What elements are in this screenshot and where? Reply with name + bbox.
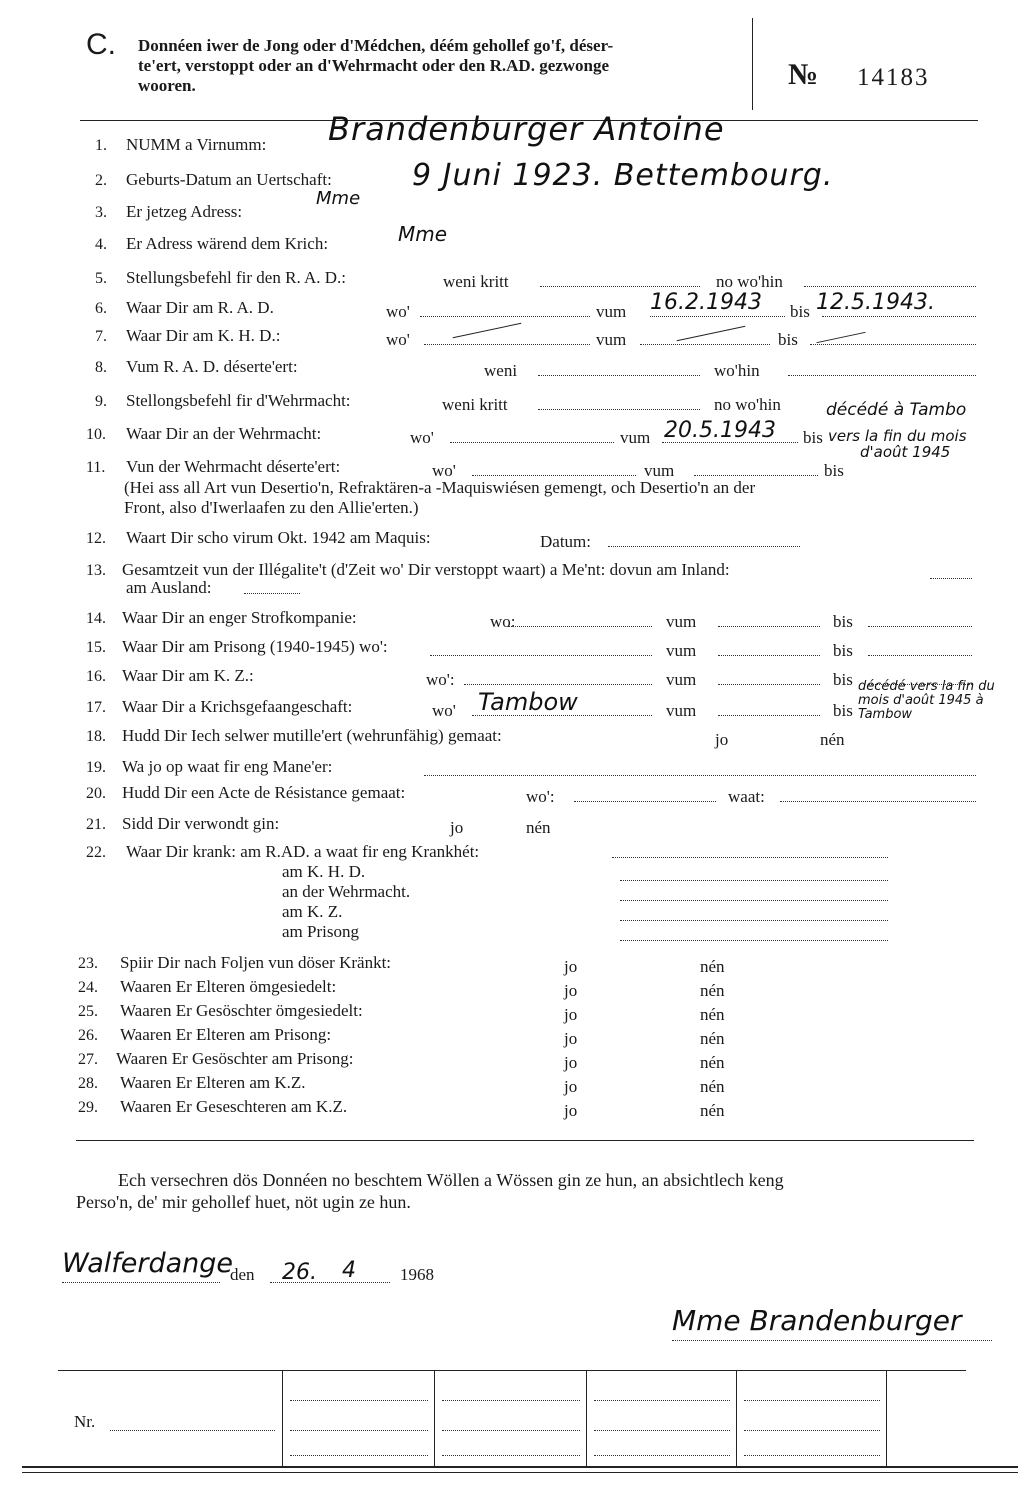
field-label-f1: wo' xyxy=(386,302,410,321)
field-label-f3: bis xyxy=(803,428,823,447)
signature-handwritten[interactable]: Mme Brandenburger xyxy=(672,1304,962,1337)
item-label: Waaren Er Elteren am K.Z. xyxy=(120,1073,306,1092)
declaration-line2: Perso'n, de' mir gehollef huet, nöt ugin ze hun. xyxy=(76,1192,411,1212)
item-label: Spiir Dir nach Foljen vun döser Kränkt: xyxy=(120,953,392,972)
item-label: Waar Dir am Prisong (1940-1945) wo': xyxy=(122,637,388,656)
header-divider xyxy=(752,18,753,110)
item-label: Er jetzeg Adress: xyxy=(126,202,243,221)
item-number: 26. xyxy=(78,1027,98,1044)
field-label-f1: weni kritt xyxy=(442,395,508,414)
item-label: Vun der Wehrmacht déserte'ert: xyxy=(126,457,341,476)
fill-line xyxy=(244,593,300,594)
fill-line xyxy=(868,626,972,627)
header-title-line2: te'ert, verstoppt oder an d'Wehrmacht oder den R.AD. gezwonge xyxy=(138,56,610,75)
footer-top-rule xyxy=(58,1370,966,1371)
item-number: 25. xyxy=(78,1003,98,1020)
name-handwritten[interactable]: Brandenburger Antoine xyxy=(328,110,725,148)
item22-sub: am K. Z. xyxy=(282,902,343,921)
item-number: 11. xyxy=(86,459,106,476)
fill-line xyxy=(620,940,888,941)
item-number: 7. xyxy=(95,328,107,345)
footer-fill-line xyxy=(744,1455,880,1456)
field-label-f1: wo' xyxy=(410,428,434,447)
item-label: Waar Dir am K. Z.: xyxy=(122,666,254,685)
item-label: Hudd Dir Iech selwer mutille'ert (wehrunfähig) gemaat: xyxy=(122,726,502,745)
strike-mark xyxy=(453,323,522,339)
field-label-f3: bis xyxy=(833,701,853,720)
footer-col-4 xyxy=(736,1370,737,1466)
field-label-f2: nén xyxy=(700,1077,725,1096)
fill-line xyxy=(788,375,976,376)
item-number: 24. xyxy=(78,979,98,996)
field-label-f1: wo' xyxy=(386,330,410,349)
field-label-f1: wo': xyxy=(426,670,455,689)
nr-line xyxy=(110,1430,275,1431)
fill-line xyxy=(930,578,972,579)
footer-fill-line xyxy=(744,1400,880,1401)
field-label-f2: vum xyxy=(596,330,627,349)
field-label-f2: vum xyxy=(666,612,697,631)
field-label-f2: no wo'hin xyxy=(714,395,781,414)
fill-line xyxy=(508,626,652,627)
item-number: 28. xyxy=(78,1075,98,1092)
fill-line xyxy=(424,344,590,345)
item-number: 1. xyxy=(95,137,107,154)
item-label: Waart Dir scho virum Okt. 1942 am Maquis: xyxy=(126,528,431,547)
field-label-f2: vum xyxy=(620,428,651,447)
fill-line xyxy=(620,920,888,921)
item11-note1: (Hei ass all Art vun Desertio'n, Refraktären-a -Maquiswiésen gemengt, och Desertio'n an der xyxy=(124,478,756,497)
footer-fill-line xyxy=(290,1400,428,1401)
item-label: Waaren Er Elteren am Prisong: xyxy=(120,1025,332,1044)
item22-sub: an der Wehrmacht. xyxy=(282,882,411,901)
footer-fill-line xyxy=(594,1430,730,1431)
footer-col-5 xyxy=(886,1370,887,1466)
item-label: Hudd Dir een Acte de Résistance gemaat: xyxy=(122,783,406,802)
declaration-rule xyxy=(76,1140,974,1141)
item-label: Waar Dir am R. A. D. xyxy=(126,298,274,317)
fill-line xyxy=(822,316,976,317)
field-label-f2: vum xyxy=(666,701,697,720)
field-label-f2: nén xyxy=(700,981,725,1000)
field-label-f1: wo' xyxy=(432,461,456,480)
item-label: Stellungsbefehl fir den R. A. D.: xyxy=(126,268,347,287)
birth-handwritten[interactable]: 9 Juni 1923. Bettembourg. xyxy=(412,158,834,193)
death-note-3[interactable]: d'août 1945 xyxy=(860,443,951,461)
item-label: Waaren Er Gesöschter ömgesiedelt: xyxy=(120,1001,363,1020)
fill-line xyxy=(718,626,820,627)
fill-line xyxy=(694,475,818,476)
field-label-f3: bis xyxy=(790,302,810,321)
footer-col-3 xyxy=(586,1370,587,1466)
item-label: Waar Dir am K. H. D.: xyxy=(126,326,281,345)
death-note-2[interactable]: vers la fin du mois xyxy=(828,427,967,445)
footer-bottom-rule xyxy=(22,1466,1018,1468)
fill-line xyxy=(620,880,888,881)
rad-to-handwritten[interactable]: 12.5.1943. xyxy=(816,290,935,315)
field-label-f1: jo xyxy=(564,1053,578,1072)
field-label-f1: wo: xyxy=(490,612,516,631)
field-label-f1: jo xyxy=(564,1005,578,1024)
death-note-1[interactable]: décédé à Tambo xyxy=(826,400,967,420)
item13-label2: am Ausland: xyxy=(126,578,212,597)
field-label-f1: weni kritt xyxy=(443,272,509,291)
header-title-line1: Donnéen iwer de Jong oder d'Médchen, déém gehollef go'f, déser- xyxy=(138,36,614,55)
field-label-f2: no wo'hin xyxy=(716,272,783,291)
footer-fill-line xyxy=(290,1430,428,1431)
item-number: 4. xyxy=(95,236,107,253)
footer-fill-line xyxy=(290,1455,428,1456)
day-handwritten[interactable]: 26. xyxy=(282,1260,317,1285)
item11-note2: Front, also d'Iwerlaafen zu den Allie'erten.) xyxy=(124,498,419,517)
item-label: Waaren Er Geseschteren am K.Z. xyxy=(120,1097,348,1116)
field-label-f1: jo xyxy=(564,957,578,976)
rad-from-handwritten[interactable]: 16.2.1943 xyxy=(650,290,762,315)
field-label-f3: bis xyxy=(824,461,844,480)
fill-line xyxy=(472,475,636,476)
footer-fill-line xyxy=(594,1455,730,1456)
field-label-f2: vum xyxy=(596,302,627,321)
field-label-f1: wo' xyxy=(432,701,456,720)
footer-bottom-rule-2 xyxy=(22,1472,1018,1473)
year-label: 1968 xyxy=(400,1265,434,1284)
item-number: 9. xyxy=(95,393,107,410)
fill-line xyxy=(780,801,976,802)
item-label: Wa jo op waat fir eng Mane'er: xyxy=(122,757,333,776)
field-label-f1: jo xyxy=(450,818,464,837)
field-label-f3: bis xyxy=(778,330,798,349)
item-number: 20. xyxy=(86,785,106,802)
item22-sub: am K. H. D. xyxy=(282,862,366,881)
den-label: den xyxy=(230,1265,255,1284)
item-number: 23. xyxy=(78,955,98,972)
nr-label: Nr. xyxy=(74,1412,96,1431)
fill-line xyxy=(424,775,976,776)
fill-line xyxy=(718,684,820,685)
fill-line xyxy=(718,655,820,656)
number-label: № xyxy=(788,58,819,91)
field-label-f2: waat: xyxy=(728,787,765,806)
item-label: Waar Dir a Krichsgefaangeschaft: xyxy=(122,697,353,716)
footer-fill-line xyxy=(442,1430,580,1431)
fill-line xyxy=(538,409,700,410)
footer-col-1 xyxy=(282,1370,283,1466)
number-value: 14183 xyxy=(857,64,930,91)
header-title-line3: wooren. xyxy=(138,76,196,95)
footer-fill-line xyxy=(594,1400,730,1401)
item-number: 14. xyxy=(86,610,106,627)
field-label-f2: vum xyxy=(666,670,697,689)
field-label-f1: Datum: xyxy=(540,532,591,551)
fill-line xyxy=(650,316,785,317)
place-handwritten[interactable]: Walferdange xyxy=(62,1248,234,1279)
fill-line xyxy=(574,801,716,802)
item-label: Stellongsbefehl fir d'Wehrmacht: xyxy=(126,391,351,410)
item-label: Vum R. A. D. déserte'ert: xyxy=(126,357,298,376)
strike-mark xyxy=(816,332,865,343)
field-label-f2: nén xyxy=(700,1053,725,1072)
field-label-f1: jo xyxy=(715,730,729,749)
item22-sub: am Prisong xyxy=(282,922,359,941)
fill-line xyxy=(612,857,888,858)
item-number: 2. xyxy=(95,172,107,189)
item-number: 16. xyxy=(86,668,106,685)
field-label-f1: jo xyxy=(564,1029,578,1048)
address-handwritten[interactable]: Mme xyxy=(316,188,361,209)
field-label-f2: nén xyxy=(820,730,845,749)
item-label: Sidd Dir verwondt gin: xyxy=(122,814,280,833)
field-label-f2: nén xyxy=(526,818,551,837)
item-number: 15. xyxy=(86,639,106,656)
strike-mark xyxy=(677,326,746,342)
item-number: 12. xyxy=(86,530,106,547)
field-label-f1: wo': xyxy=(526,787,555,806)
item-number: 13. xyxy=(86,562,106,579)
item-number: 5. xyxy=(95,270,107,287)
footer-fill-line xyxy=(442,1400,580,1401)
fill-line xyxy=(640,344,770,345)
field-label-f2: vum xyxy=(644,461,675,480)
item-number: 8. xyxy=(95,359,107,376)
item-number: 3. xyxy=(95,204,107,221)
field-label-f2: vum xyxy=(666,641,697,660)
item-number: 10. xyxy=(86,426,106,443)
fill-line xyxy=(608,546,800,547)
item-label: Waar Dir krank: am R.AD. a waat fir eng Krankhét: xyxy=(126,842,480,861)
war-address-handwritten[interactable]: Mme xyxy=(398,222,448,246)
field-label-f2: nén xyxy=(700,1029,725,1048)
fill-line xyxy=(464,684,652,685)
item-label: NUMM a Virnumm: xyxy=(126,135,267,154)
item-label: Waaren Er Gesöschter am Prisong: xyxy=(116,1049,354,1068)
fill-line xyxy=(450,442,614,443)
item-number: 19. xyxy=(86,759,106,776)
place-line xyxy=(62,1282,220,1283)
month-handwritten[interactable]: 4 xyxy=(342,1258,356,1283)
field-label-f1: jo xyxy=(564,981,578,1000)
fill-line xyxy=(718,715,820,716)
item-label: Er Adress wärend dem Krich: xyxy=(126,234,329,253)
footer-fill-line xyxy=(744,1430,880,1431)
item-label: Waaren Er Elteren ömgesiedelt: xyxy=(120,977,337,996)
field-label-f2: nén xyxy=(700,1005,725,1024)
field-label-f2: wo'hin xyxy=(714,361,760,380)
fill-line xyxy=(868,655,972,656)
declaration-line1: Ech versechren dös Donnéen no beschtem Wöllen a Wössen gin ze hun, an absichtlech keng xyxy=(118,1170,784,1190)
pow-death-note[interactable]: décédé vers la fin du mois d'août 1945 à Tambow xyxy=(858,679,995,722)
fill-line xyxy=(810,344,976,345)
item-label: Gesamtzeit vun der Illégalite't (d'Zeit wo' Dir verstoppt waart) a Me'nt: dovun am Inland: xyxy=(122,560,730,579)
fill-line xyxy=(420,316,590,317)
signature-line xyxy=(672,1340,992,1341)
field-label-f2: nén xyxy=(700,957,725,976)
section-letter: C. xyxy=(86,28,116,61)
item-label: Geburts-Datum an Uertschaft: xyxy=(126,170,332,189)
item-number: 27. xyxy=(78,1051,98,1068)
item-number: 29. xyxy=(78,1099,98,1116)
footer-col-2 xyxy=(434,1370,435,1466)
fill-line xyxy=(620,900,888,901)
field-label-f1: jo xyxy=(564,1077,578,1096)
fill-line xyxy=(538,375,700,376)
fill-line xyxy=(430,655,652,656)
item-number: 17. xyxy=(86,699,106,716)
field-label-f3: bis xyxy=(833,612,853,631)
footer-fill-line xyxy=(442,1455,580,1456)
field-label-f3: bis xyxy=(833,670,853,689)
wehrmacht-from-handwritten[interactable]: 20.5.1943 xyxy=(664,418,776,443)
item-label: Waar Dir an enger Strofkompanie: xyxy=(122,608,357,627)
field-label-f1: weni xyxy=(484,361,518,380)
field-label-f3: bis xyxy=(833,641,853,660)
item-number: 21. xyxy=(86,816,106,833)
field-label-f2: nén xyxy=(700,1101,725,1120)
pow-place-handwritten[interactable]: Tambow xyxy=(478,688,578,716)
fill-line xyxy=(540,286,700,287)
field-label-f1: jo xyxy=(564,1101,578,1120)
item-number: 18. xyxy=(86,728,106,745)
item-number: 22. xyxy=(86,844,106,861)
item-number: 6. xyxy=(95,300,107,317)
fill-line xyxy=(804,286,976,287)
item-label: Waar Dir an der Wehrmacht: xyxy=(126,424,322,443)
